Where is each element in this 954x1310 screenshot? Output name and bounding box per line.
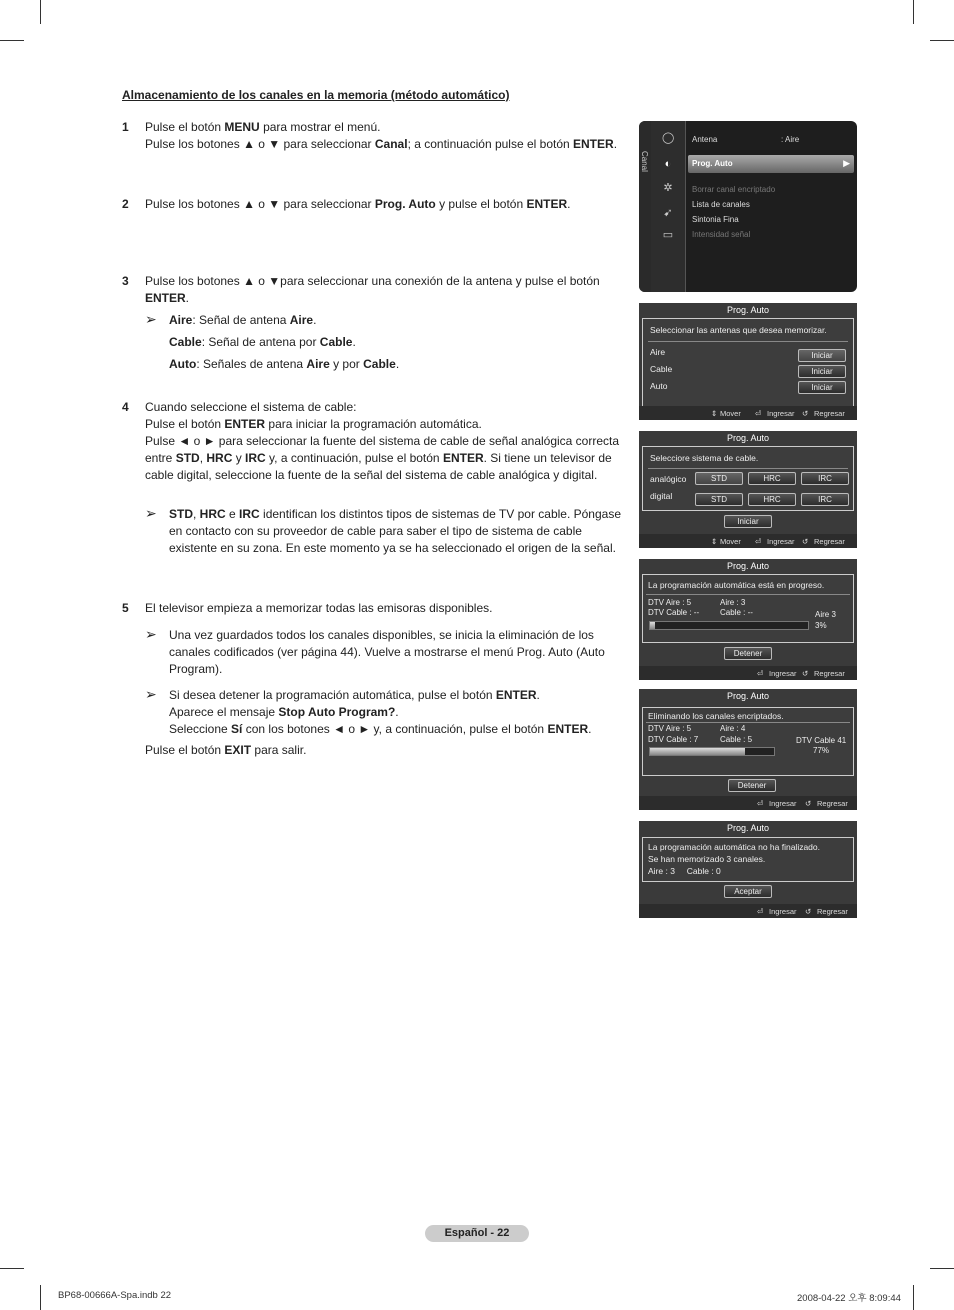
crop-mark <box>0 40 24 41</box>
step-text: Pulse el botón MENU para mostrar el menú. <box>145 120 381 134</box>
step-number: 2 <box>122 197 129 211</box>
footer-file: BP68-00666A-Spa.indb 22 <box>58 1290 172 1301</box>
footer-back: Regresar <box>814 669 845 678</box>
note-line: Cable: Señal de antena por Cable. <box>169 335 356 349</box>
dtv-air-count: DTV Aire : 5 <box>648 724 692 733</box>
note-line: Una vez guardados todos los canales disponibles, se inicia la eliminación de los canales codificados (ver página 44). Vuelve a mostrarse el menú Prog. Auto (Auto Program). <box>169 628 605 676</box>
page-number-badge: Español - 22 <box>425 1225 529 1242</box>
analog-hrc-button[interactable]: HRC <box>748 472 796 485</box>
dialog-message: La programación automática está en progreso. <box>648 580 825 590</box>
return-icon: ↺ <box>805 799 812 808</box>
return-icon: ↺ <box>802 537 809 546</box>
step-text: Pulse el botón EXIT para salir. <box>145 743 307 757</box>
menu-item-label: Prog. Auto <box>692 159 733 168</box>
input-icon[interactable]: ▭ <box>662 229 674 241</box>
footer-enter: Ingresar <box>767 537 795 546</box>
row-analog: analógico <box>650 474 687 484</box>
arrow-icon: ➢ <box>145 311 157 327</box>
return-icon: ↺ <box>805 907 812 916</box>
dialog-title: Prog. Auto <box>726 823 770 833</box>
crop-mark <box>40 1285 41 1310</box>
dialog-message: Eliminando los canales encriptados. <box>648 711 784 721</box>
enter-icon: ⏎ <box>755 537 762 546</box>
menu-item-intensidad[interactable]: Intensidad señal <box>692 230 751 239</box>
dtv-air-count: DTV Aire : 5 <box>648 598 692 607</box>
cable-count: Cable : -- <box>720 608 753 617</box>
crop-mark <box>930 40 954 41</box>
dialog-message: Seleccionar las antenas que desea memorizar. <box>650 325 827 335</box>
dtv-cable-count: DTV Cable : 7 <box>648 735 699 744</box>
step-text: Pulse ◄ o ► para seleccionar la fuente del sistema de cable de señal analógica correcta entre STD, HRC y IRC y, a continuación, pulse el botón ENTER. Si tiene un televisor de cable digital, seleccione la fuente de la señal del sistema de cable analógica y digital. <box>145 434 620 482</box>
menu-item-sintonia[interactable]: Sintonia Fina <box>692 215 739 224</box>
footer-enter: Ingresar <box>769 799 797 808</box>
current-channel: Aire 3 <box>815 610 836 619</box>
row-aire: Aire <box>650 347 666 357</box>
footer-enter: Ingresar <box>769 669 797 678</box>
move-icon: ⇕ <box>711 537 718 546</box>
progress-percent: 77% <box>813 746 830 755</box>
analog-irc-button[interactable]: IRC <box>801 472 849 485</box>
step-number: 4 <box>122 400 129 414</box>
row-digital: digital <box>650 491 673 501</box>
footer-move: Mover <box>720 409 741 418</box>
row-auto: Auto <box>650 381 668 391</box>
dialog-message: Selecciore sistema de cable. <box>650 453 759 463</box>
footer-back: Regresar <box>814 537 845 546</box>
return-icon: ↺ <box>802 669 809 678</box>
arrow-icon: ➢ <box>145 505 157 521</box>
arrow-right-icon: ▶ <box>843 158 850 168</box>
row-cable: Cable <box>650 364 673 374</box>
crop-mark <box>930 1268 954 1269</box>
dialog-finished <box>639 821 857 918</box>
arrow-icon: ➢ <box>145 626 157 642</box>
current-channel: DTV Cable 41 <box>796 736 847 745</box>
step-text: Pulse los botones ▲ o ▼ para seleccionar Prog. Auto y pulse el botón ENTER. <box>145 197 571 211</box>
arrow-icon: ➢ <box>145 686 157 702</box>
enter-icon: ⏎ <box>755 409 762 418</box>
footer-back: Regresar <box>817 799 848 808</box>
satellite-icon[interactable]: ➹ <box>663 207 673 219</box>
dialog-title: Prog. Auto <box>726 433 770 443</box>
start-aire-button[interactable]: Iniciar <box>798 349 846 362</box>
page-heading: Almacenamiento de los canales en la memoria (método automático) <box>122 88 510 102</box>
enter-icon: ⏎ <box>757 907 764 916</box>
note-line: STD, HRC e IRC identifican los distintos tipos de sistemas de TV por cable. Póngase en contacto con su proveedor de cable para saber el tipo de sistema de cable existente en su zona. En este momento ya se ha seleccionado el origen de la señal. <box>169 507 621 555</box>
menu-item-prog-auto[interactable] <box>688 155 854 173</box>
cable-count: Cable : 5 <box>720 735 753 744</box>
step-text: Pulse los botones ▲ o ▼para seleccionar una conexión de la antena y pulse el botón ENTER. <box>145 274 600 305</box>
step-number: 5 <box>122 601 129 615</box>
footer-back: Regresar <box>814 409 845 418</box>
crop-mark <box>40 0 41 24</box>
enter-icon: ⏎ <box>757 669 764 678</box>
crop-mark <box>913 1285 914 1310</box>
footer-date: 2008-04-22 오후 8:09:44 <box>797 1293 901 1304</box>
menu-item-antenna[interactable]: Antena <box>692 135 718 144</box>
dialog-title: Prog. Auto <box>726 561 770 571</box>
menu-side-label: Canal <box>640 151 649 172</box>
step-number: 1 <box>122 120 129 134</box>
menu-antenna-value: : Aire <box>781 135 800 144</box>
tv-channel-menu <box>639 121 857 292</box>
stop-button[interactable]: Detener <box>728 779 776 792</box>
crop-mark <box>913 0 914 24</box>
start-button[interactable]: Iniciar <box>724 515 772 528</box>
result-line-2: Se han memorizado 3 canales. <box>648 854 766 864</box>
menu-item-lista[interactable]: Lista de canales <box>692 200 750 209</box>
digital-std-button[interactable]: STD <box>695 493 743 506</box>
air-count: Aire : 4 <box>720 724 746 733</box>
digital-hrc-button[interactable]: HRC <box>748 493 796 506</box>
note-line: Auto: Señales de antena Aire y por Cable. <box>169 357 400 371</box>
dtv-cable-count: DTV Cable : -- <box>648 608 700 617</box>
footer-move: Mover <box>720 537 741 546</box>
digital-irc-button[interactable]: IRC <box>801 493 849 506</box>
channel-icon[interactable]: ◐ <box>664 158 672 170</box>
accept-button[interactable]: Aceptar <box>724 885 772 898</box>
note-line: Aire: Señal de antena Aire. <box>169 313 317 327</box>
return-icon: ↺ <box>802 409 809 418</box>
dialog-progress <box>639 559 857 680</box>
enter-icon: ⏎ <box>757 799 764 808</box>
analog-std-button[interactable]: STD <box>695 472 743 485</box>
gear-icon[interactable]: ✲ <box>663 182 673 194</box>
result-line-1: La programación automática no ha finalizado. <box>648 842 820 852</box>
dialog-title: Prog. Auto <box>726 691 770 701</box>
dialog-cable-system <box>639 431 857 548</box>
footer-back: Regresar <box>817 907 848 916</box>
progress-percent: 3% <box>815 621 827 630</box>
start-cable-button[interactable]: Iniciar <box>798 365 846 378</box>
footer-enter: Ingresar <box>769 907 797 916</box>
move-icon: ⇕ <box>711 409 718 418</box>
progress-bar <box>649 621 809 630</box>
step-text: Pulse los botones ▲ o ▼ para seleccionar Canal; a continuación pulse el botón ENTER. <box>145 137 618 151</box>
air-count: Aire : 3 <box>720 598 746 607</box>
note-line: Si desea detener la programación automática, pulse el botón ENTER. Aparece el mensaje Stop Auto Program?. Seleccione Sí con los botones ◄ o ► y, a continuación, pulse el botón ENTER. <box>169 688 592 736</box>
dialog-removing <box>639 689 857 810</box>
step-text: El televisor empieza a memorizar todas las emisoras disponibles. <box>145 601 493 615</box>
stop-button[interactable]: Detener <box>724 647 772 660</box>
dialog-title: Prog. Auto <box>726 305 770 315</box>
step-number: 3 <box>122 274 129 288</box>
footer-enter: Ingresar <box>767 409 795 418</box>
antenna-icon[interactable]: ◯ <box>662 132 675 144</box>
crop-mark <box>0 1268 24 1269</box>
result-line-3: Aire : 3 Cable : 0 <box>648 866 721 876</box>
step-text: Pulse el botón ENTER para iniciar la programación automática. <box>145 417 482 431</box>
step-text: Cuando seleccione el sistema de cable: <box>145 400 357 414</box>
start-auto-button[interactable]: Iniciar <box>798 381 846 394</box>
menu-item-borrar[interactable]: Borrar canal encriptado <box>692 185 776 194</box>
dialog-antenna <box>639 303 857 420</box>
progress-bar <box>649 747 775 756</box>
